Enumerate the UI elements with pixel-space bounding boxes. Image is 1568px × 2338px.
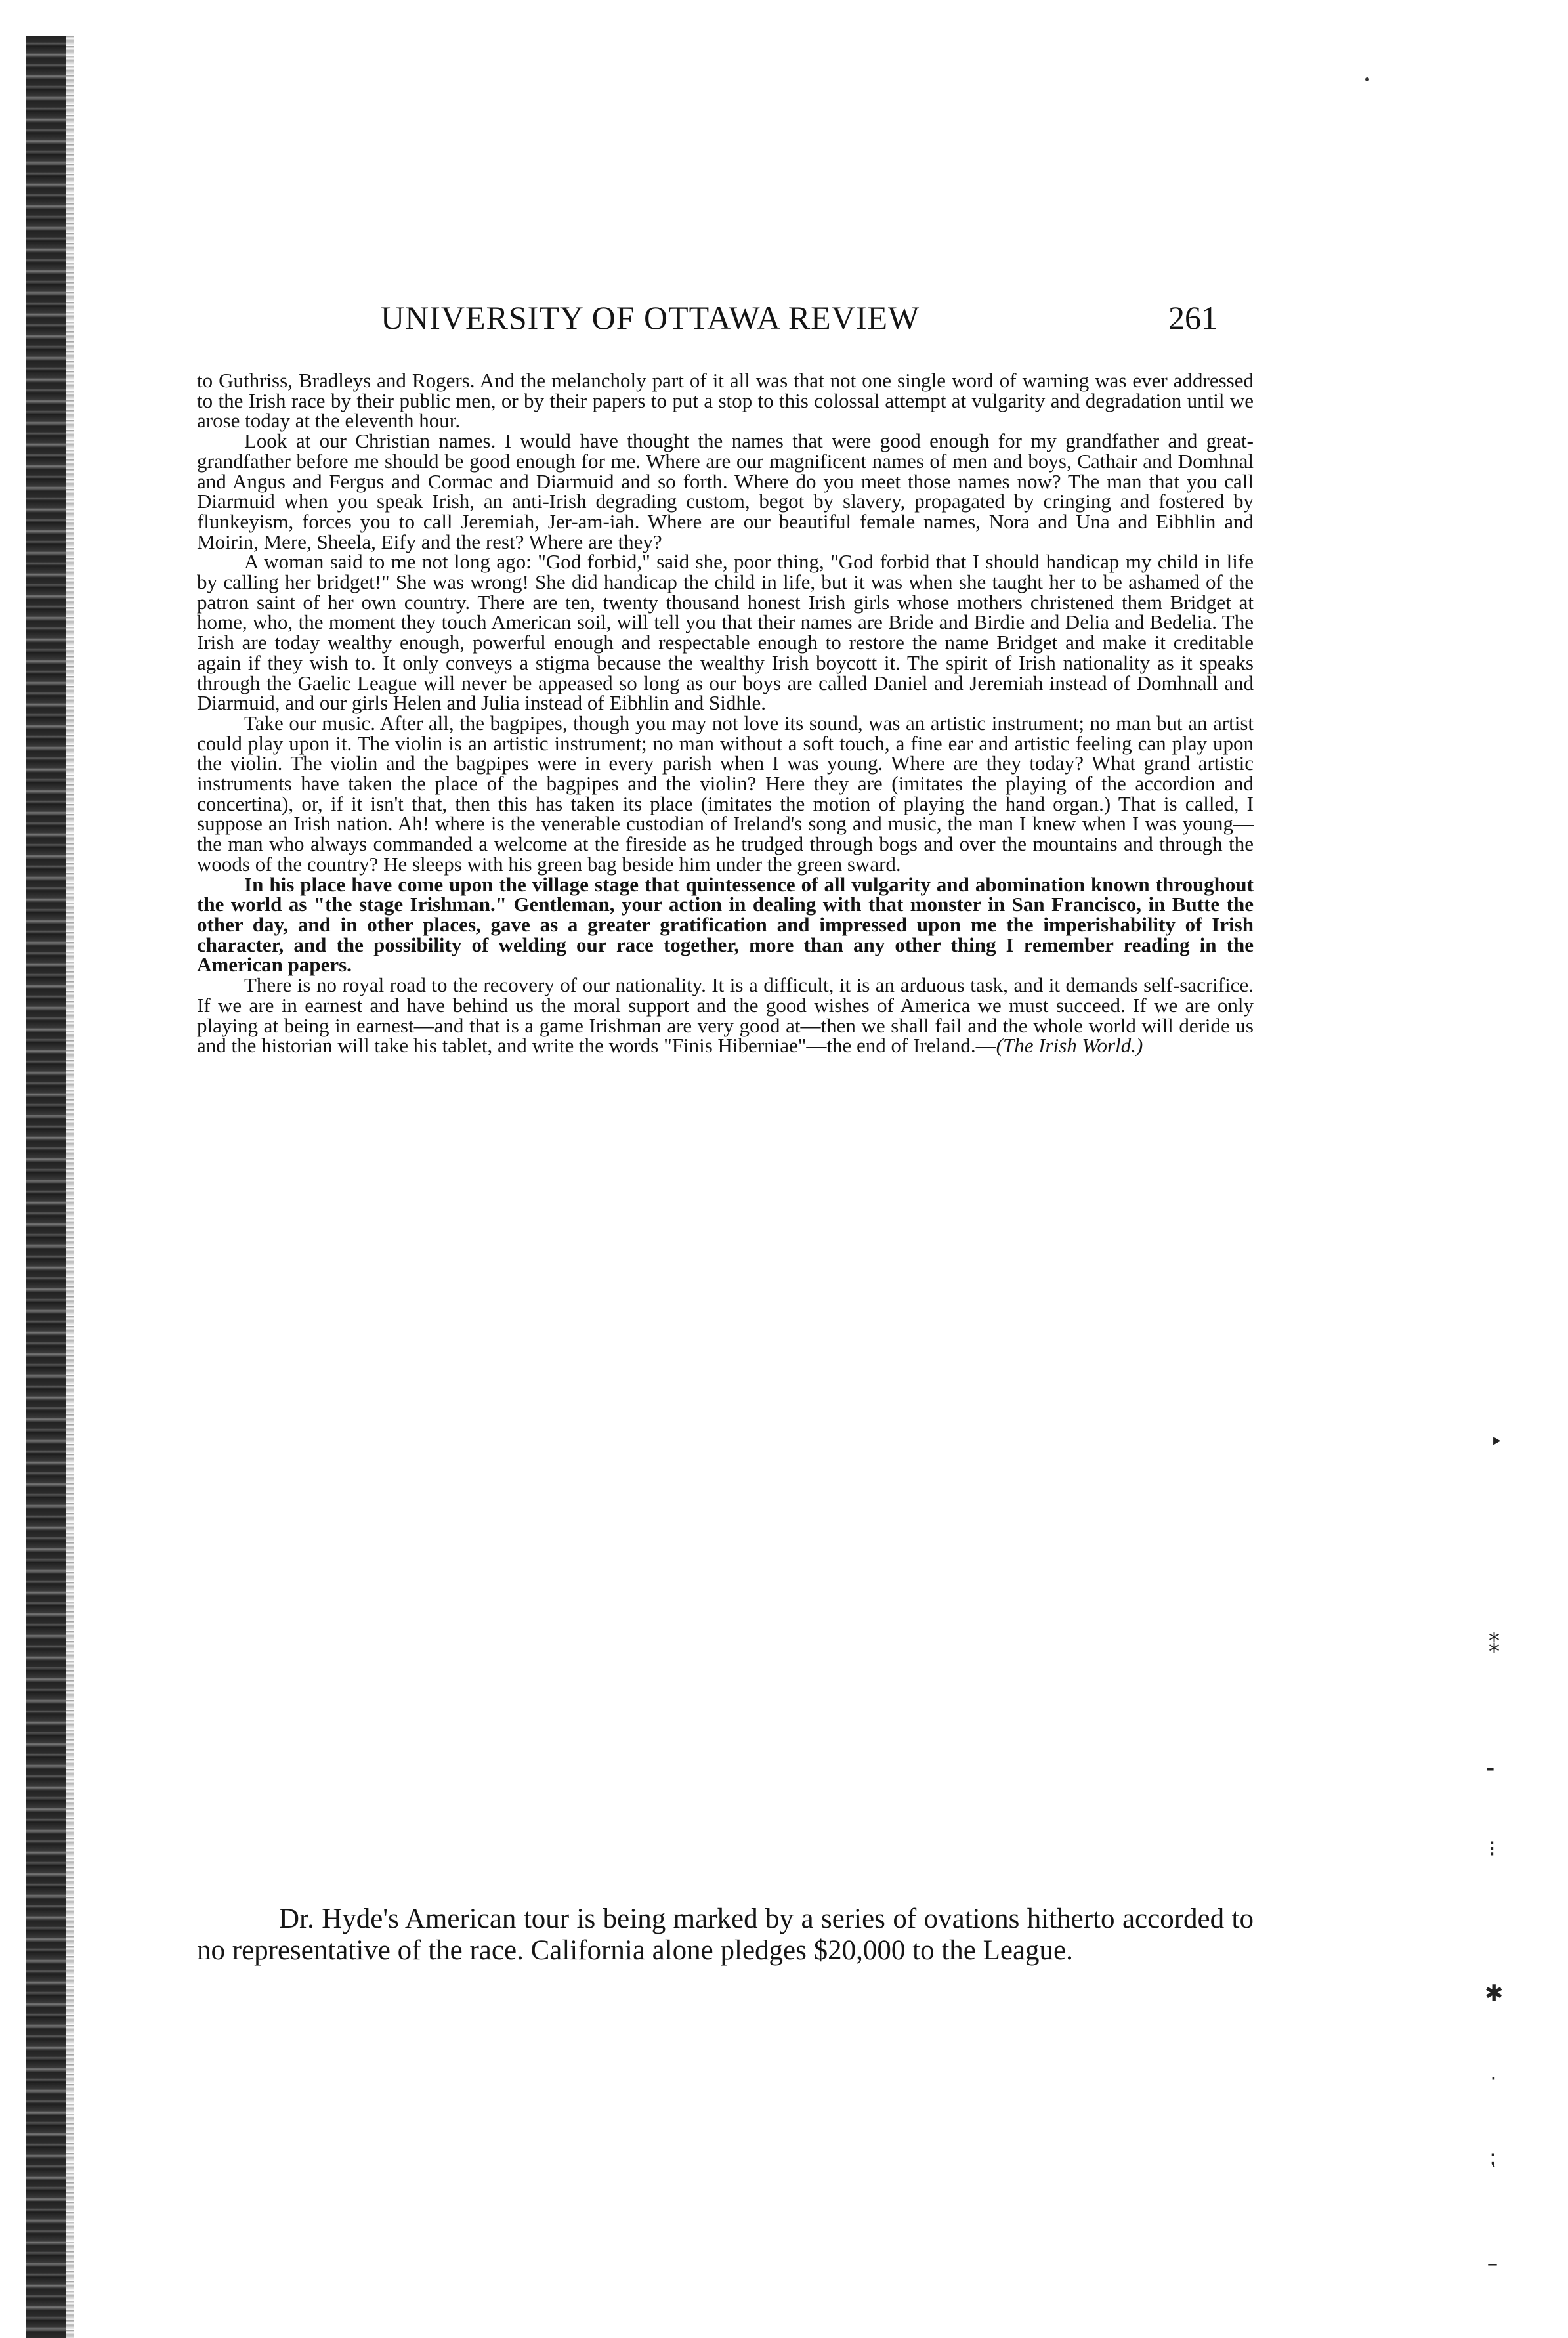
source-citation: (The Irish World.) [996,1034,1143,1057]
running-title: UNIVERSITY OF OTTAWA REVIEW [381,299,920,336]
margin-mark: ⁝ [1489,1836,1496,1862]
scanned-binding-edge [26,36,66,2338]
paragraph-text: There is no royal road to the recovery of our nationality. It is a difficult, it is an arduous task, and it demands self-sacrifice. If we are in earnest and have behind us the moral support and the good wishes of America we must succeed. If we are only playing at being in earnest—and that is a game Irishman are very good at—then we shall fail and the whole world will deride us and the historian will take his tablet, and write the words "Finis Hiberniae"—the end of Ireland.— [197,973,1254,1057]
margin-mark: ⁃ [1485,1757,1496,1783]
page-header [381,299,1300,345]
article-body [197,371,1254,1056]
paragraph: In his place have come upon the village stage that quintessence of all vulgarity and abomination known throughout the world as "the stage Irishman." Gentleman, your action in dealing with that monster in San Francisco, in Butte the other day, and in other places, gave as a greater gratification and impressed upon me the imperishability of Irish character, and the possibility of welding our race together, more than any other thing I remember reading in the American papers. [197,872,1254,977]
margin-mark: ⁏ [1489,2144,1496,2171]
margin-mark: ⁻ [1487,2256,1498,2282]
scan-speck [1365,77,1369,81]
margin-mark: ‣ [1490,1429,1504,1455]
paragraph: to Guthriss, Bradleys and Rogers. And the melancholy part of it all was that not one single word of warning was ever addressed to the Irish race by their public men, or by their papers to put a stop to this colossal attempt at vulgarity and degradation until we arose today at the eleventh hour. [197,369,1254,433]
margin-mark: · [1490,2066,1497,2092]
paragraph: A woman said to me not long ago: "God forbid," said she, poor thing, "God forbid that I should handicap my child in life by calling her bridget!" She was wrong! She did handicap the child in life, but it was when she taught her to be ashamed of the patron saint of her own country. There are ten, twenty thousand honest Irish girls whose mothers christened them Bridget at home, who, the moment they touch American soil, will tell you that their names are Bride and Birdie and Delia and Bedelia. The Irish are today wealthy enough, powerful enough and respectable enough to restore the name Bridget and make it creditable again if they wish to. It only conveys a stigma because the wealthy Irish boycott it. The spirit of Irish nationality as it speaks through the Gaelic League will never be appeased so long as our boys are called Daniel and Jeremiah instead of Domhnall and Diarmuid, and our girls Helen and Julia instead of Eibhlin and Sidhle. [197,550,1254,715]
paragraph-final [197,975,1254,1056]
paragraph: Take our music. After all, the bagpipes, though you may not love its sound, was an artistic instrument; no man but an artist could play upon it. The violin is an artistic instrument; no man without a soft touch, a fine ear and artistic feeling can play upon the violin. The violin and the bagpipes were in every parish when I was young. Where are they today? What grand artistic instruments have taken the place of the bagpipes and the violin? Here they are (imitates the playing of the accordion and concertina), or, if it isn't that, then this has taken its place (imitates the motion of playing the hand organ.) That is called, I suppose an Irish nation. Ah! where is the venerable custodian of Ireland's song and music, the man I knew when I was young—the man who always commanded a welcome at the fireside as he trudged through bogs and over the mountains and through the woods of the country? He sleeps with his green bag beside him under the green sward. [197,711,1254,876]
page-number: 261 [1168,299,1218,336]
closing-note: Dr. Hyde's American tour is being marked by a series of ovations hitherto accorded to no representative of the race. California alone pledges $20,000 to the League. [197,1903,1254,1966]
margin-mark: ✱ [1485,1980,1504,2007]
paragraph: Look at our Christian names. I would have thought the names that were good enough for my grandfather and great-grandfather before me should be good enough for me. Where are our magnificent names of men and boys, Cathair and Domhnal and Angus and Fergus and Cormac and Diarmuid and so forth. Where do you meet those names now? The man that you call Diarmuid when you speak Irish, an anti-Irish degrading custom, begot by slavery, propagated by cringing and fostered by flunkeyism, forces you to call Jeremiah, Jer-am-iah. Where are our beautiful female names, Nora and Una and Eibhlin and Moirin, Mere, Sheela, Eify and the rest? Where are they? [197,429,1254,553]
margin-mark: ⁑ [1489,1632,1500,1659]
